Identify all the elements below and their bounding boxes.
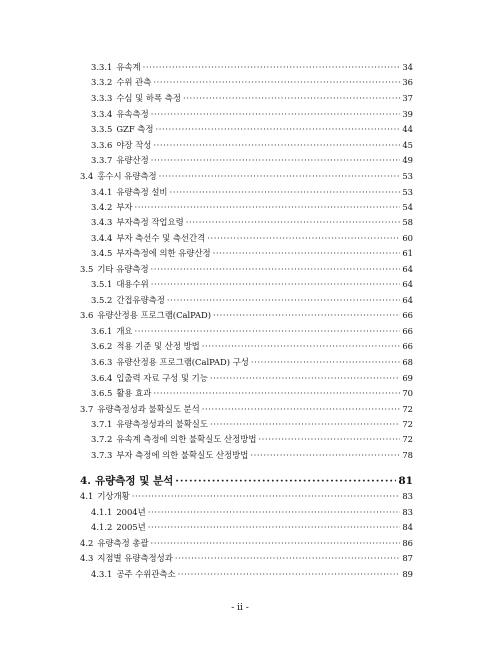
toc-leader-dots xyxy=(183,92,400,104)
toc-entry-title: 수심 및 하폭 측정 xyxy=(116,93,181,103)
toc-entry xyxy=(80,552,413,564)
toc-entry-number: 3.3.6 xyxy=(91,140,113,150)
toc-entry-page: 87 xyxy=(402,553,413,563)
toc-entry-number: 3.3.5 xyxy=(91,124,113,134)
toc-entry-title: 2005년 xyxy=(116,522,146,532)
toc-leader-dots xyxy=(210,372,400,384)
toc-entry-title: 홍수시 유량측정 xyxy=(97,171,157,181)
page-number: - ii - xyxy=(231,603,249,613)
toc-leader-dots xyxy=(210,418,400,430)
toc-leader-dots xyxy=(148,521,401,533)
toc-entry-title: 부자 측선수 및 측선간격 xyxy=(116,233,206,243)
toc-leader-dots xyxy=(258,433,400,445)
toc-entry-number: 4.3 xyxy=(80,553,94,563)
toc-entry-page: 72 xyxy=(402,434,413,444)
toc-entry-title: 공주 수위관측소 xyxy=(116,569,176,579)
toc-entry xyxy=(91,201,413,213)
toc-entry xyxy=(80,490,413,502)
toc-leader-dots xyxy=(151,263,401,275)
toc-entry-title: 개요 xyxy=(116,326,133,336)
toc-entry-page: 54 xyxy=(402,202,413,212)
toc-entry-number: 3.6 xyxy=(80,310,94,320)
toc-entry-number: 3.3.1 xyxy=(91,62,113,72)
toc-entry-page: 68 xyxy=(402,357,413,367)
toc-entry-number: 4.1.1 xyxy=(91,507,113,517)
toc-leader-dots xyxy=(251,356,400,368)
toc-entry-number: 3.3.2 xyxy=(91,77,113,87)
toc-entry xyxy=(91,372,413,384)
toc-leader-dots xyxy=(170,186,401,198)
toc-entry-number: 3.7.1 xyxy=(91,419,113,429)
toc-entry-page: 70 xyxy=(402,388,413,398)
toc-entry-number: 3.3.4 xyxy=(91,109,113,119)
toc-entry-title: 수위 관측 xyxy=(116,77,152,87)
toc-leader-dots xyxy=(186,216,401,228)
toc-entry-title: 유속측정 xyxy=(116,109,149,119)
toc-entry-title: 지점별 유량측정성과 xyxy=(97,553,173,563)
toc-entry-page: 78 xyxy=(402,450,413,460)
toc-entry xyxy=(91,418,413,430)
toc-entry-page: 53 xyxy=(402,187,413,197)
toc-entry-title: 활용 효과 xyxy=(116,388,152,398)
toc-entry xyxy=(91,232,413,244)
toc-entry xyxy=(91,356,413,368)
toc-entry-page: 83 xyxy=(402,507,413,517)
toc-entry-number: 3.5.2 xyxy=(91,295,113,305)
toc-entry xyxy=(91,61,413,73)
toc-entry-page: 69 xyxy=(402,373,413,383)
toc-leader-dots xyxy=(135,201,401,213)
toc-entry-page: 36 xyxy=(402,77,413,87)
toc-entry-page: 53 xyxy=(402,171,413,181)
toc-entry-number: 3.6.3 xyxy=(91,357,113,367)
toc-entry xyxy=(91,186,413,198)
toc-entry-number: 3.4 xyxy=(80,171,94,181)
toc-entry-page: 81 xyxy=(398,475,413,487)
toc-entry-title: 간접유량측정 xyxy=(116,295,165,305)
toc-leader-dots xyxy=(175,552,401,564)
toc-entry-title: 유량산정용 프로그램(CalPAD) 구성 xyxy=(116,357,249,367)
toc-entry-title: 부자 xyxy=(116,202,133,212)
toc-leader-dots xyxy=(151,278,401,290)
toc-entry-page: 66 xyxy=(402,310,413,320)
toc-entry xyxy=(91,92,413,104)
toc-entry xyxy=(91,449,413,461)
toc-entry-title: 부자측정 작업요령 xyxy=(116,217,184,227)
toc-entry xyxy=(80,474,413,488)
toc-entry-number: 3.4.3 xyxy=(91,217,113,227)
toc-entry xyxy=(91,387,413,399)
toc-entry-page: 45 xyxy=(402,140,413,150)
toc-entry-title: 부자측정에 의한 유량산정 xyxy=(116,248,211,258)
toc-entry-number: 4.2 xyxy=(80,538,94,548)
toc-entry-title: 유량산정 xyxy=(116,155,149,165)
toc-entry-title: 유량측정성과 불확실도 분석 xyxy=(97,404,200,414)
toc-entry xyxy=(91,216,413,228)
toc-entry-number: 3.5.1 xyxy=(91,279,113,289)
toc-entry-title: 적용 기준 및 산정 방법 xyxy=(116,341,200,351)
toc-entry xyxy=(91,154,413,166)
toc-leader-dots xyxy=(175,474,396,488)
toc-entry-page: 49 xyxy=(402,155,413,165)
toc-entry-title: 기상개황 xyxy=(97,491,130,501)
toc-entry-number: 4.1.2 xyxy=(91,522,113,532)
toc-entry xyxy=(91,108,413,120)
toc-entry-title: GZF 측정 xyxy=(116,124,154,134)
toc-entry-number: 4.1 xyxy=(80,491,94,501)
toc-entry-title: 기타 유량측정 xyxy=(97,264,149,274)
toc-entry-title: 유량측정성과의 불확실도 xyxy=(116,419,208,429)
toc-entry-title: 입출력 자료 구성 및 기능 xyxy=(116,373,208,383)
toc-entry xyxy=(91,568,413,580)
toc-entry-title: 야장 작성 xyxy=(116,140,152,150)
toc-entry-number: 3.4.4 xyxy=(91,233,113,243)
toc-leader-dots xyxy=(153,76,400,88)
toc-entry xyxy=(91,521,413,533)
toc-entry-page: 64 xyxy=(402,279,413,289)
toc-entry-title: 대용수위 xyxy=(116,279,149,289)
toc-entry-page: 61 xyxy=(402,248,413,258)
toc-leader-dots xyxy=(143,61,401,73)
toc-entry-page: 84 xyxy=(402,522,413,532)
toc-entry-title: 유량측정 및 분석 xyxy=(94,475,174,487)
toc-entry-title: 유량산정용 프로그램(CalPAD) xyxy=(97,310,212,320)
toc-entry-title: 유량측정 설비 xyxy=(116,187,168,197)
toc-leader-dots xyxy=(202,403,401,415)
toc-entry xyxy=(80,263,413,275)
toc-leader-dots xyxy=(250,449,400,461)
toc-leader-dots xyxy=(132,490,401,502)
toc-entry-number: 3.5 xyxy=(80,264,94,274)
toc-entry-title: 부자 측정에 의한 불확실도 산정방법 xyxy=(116,450,249,460)
toc-leader-dots xyxy=(155,123,400,135)
toc-entry-number: 3.3.7 xyxy=(91,155,113,165)
toc-entry xyxy=(91,123,413,135)
toc-entry-number: 3.3.3 xyxy=(91,93,113,103)
toc-entry-page: 72 xyxy=(402,419,413,429)
toc-entry-page: 72 xyxy=(402,404,413,414)
toc-leader-dots xyxy=(151,154,401,166)
toc-entry xyxy=(91,506,413,518)
toc-entry-number: 3.6.5 xyxy=(91,388,113,398)
toc-entry-page: 64 xyxy=(402,264,413,274)
toc-entry-number: 3.4.1 xyxy=(91,187,113,197)
toc-entry-page: 44 xyxy=(402,124,413,134)
toc-entry-number: 4.3.1 xyxy=(91,569,113,579)
toc-leader-dots xyxy=(153,139,400,151)
toc-entry-page: 83 xyxy=(402,491,413,501)
toc-entry-page: 34 xyxy=(402,62,413,72)
toc-leader-dots xyxy=(148,506,401,518)
toc-entry xyxy=(80,403,413,415)
toc-entry xyxy=(91,247,413,259)
toc-entry-number: 3.4.5 xyxy=(91,248,113,258)
toc-entry-page: 37 xyxy=(402,93,413,103)
toc-entry-page: 89 xyxy=(402,569,413,579)
toc-entry-page: 58 xyxy=(402,217,413,227)
toc-entry-number: 3.4.2 xyxy=(91,202,113,212)
toc-leader-dots xyxy=(207,232,400,244)
toc-entry xyxy=(91,139,413,151)
toc-entry xyxy=(91,325,413,337)
toc-leader-dots xyxy=(135,325,401,337)
toc-leader-dots xyxy=(178,568,401,580)
toc-leader-dots xyxy=(213,309,400,321)
toc-entry xyxy=(91,76,413,88)
toc-entry xyxy=(91,340,413,352)
toc-leader-dots xyxy=(213,247,401,259)
toc-entry xyxy=(91,278,413,290)
toc-entry-title: 유량측정 총괄 xyxy=(97,538,149,548)
toc-entry-page: 64 xyxy=(402,295,413,305)
toc-entry-title: 유속계 측정에 의한 불확실도 산정방법 xyxy=(116,434,257,444)
toc-leader-dots xyxy=(159,170,401,182)
toc-entry-number: 3.6.4 xyxy=(91,373,113,383)
toc-entry-page: 86 xyxy=(402,538,413,548)
toc-entry-page: 60 xyxy=(402,233,413,243)
toc-entry-number: 3.7.3 xyxy=(91,450,113,460)
toc-entry xyxy=(80,170,413,182)
toc-entry-number: 3.7 xyxy=(80,404,94,414)
toc-entry xyxy=(80,537,413,549)
toc-entry-number: 3.7.2 xyxy=(91,434,113,444)
toc-entry-page: 66 xyxy=(402,326,413,336)
toc-entry-title: 유속계 xyxy=(116,62,141,72)
toc-entry-number: 4. xyxy=(80,475,91,487)
toc-entry-title: 2004년 xyxy=(116,507,146,517)
toc-entry xyxy=(91,433,413,445)
toc-leader-dots xyxy=(167,294,400,306)
toc-entry xyxy=(91,294,413,306)
toc-leader-dots xyxy=(151,537,401,549)
toc-entry xyxy=(80,309,413,321)
toc-entry-number: 3.6.1 xyxy=(91,326,113,336)
toc-leader-dots xyxy=(151,108,401,120)
toc-leader-dots xyxy=(153,387,400,399)
toc-entry-number: 3.6.2 xyxy=(91,341,113,351)
toc-leader-dots xyxy=(202,340,401,352)
toc-entry-page: 39 xyxy=(402,109,413,119)
toc-entry-page: 66 xyxy=(402,341,413,351)
